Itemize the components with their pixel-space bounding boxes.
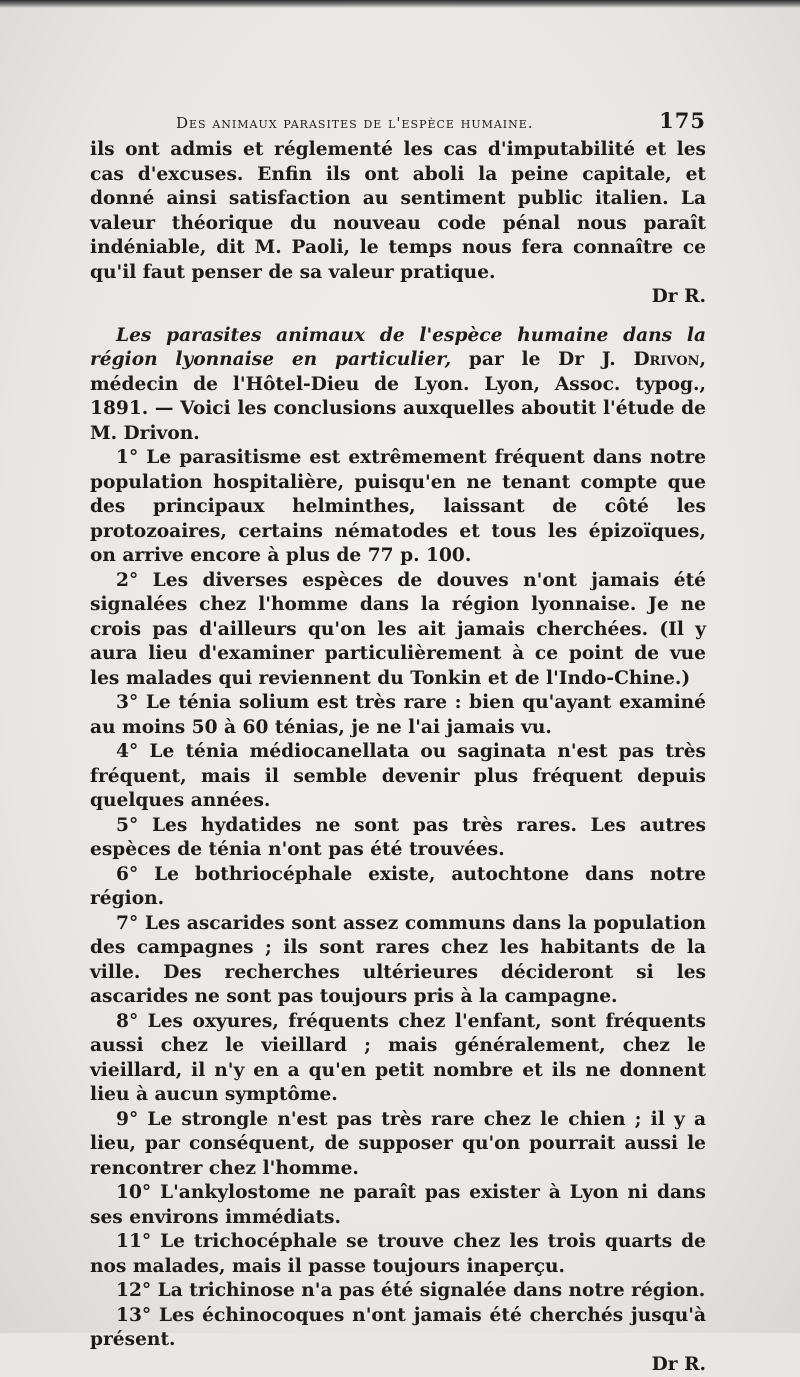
page-number: 175 <box>659 108 706 133</box>
review1-text: ils ont admis et réglementé les cas d'imputabilité et les cas d'excuses. Enfin ils ont aboli la peine capitale, et donné ainsi satisfaction au sentiment public italien. La valeur théorique du nouveau code pénal nous paraît indéniable, dit M. Paoli, le temps nous fera connaître ce qu'il faut penser de sa valeur pratique. <box>90 138 706 285</box>
conclusion-item: 9° Le strongle n'est pas très rare chez le chien ; il y a lieu, par conséquent, de supposer qu'on pourrait aussi le rencontrer chez l'homme. <box>90 1108 706 1182</box>
review2-intro: , médecin de l'Hôtel-Dieu de Lyon. Lyon, Assoc. typog., 1891. — Voici les conclusions auxquelles aboutit l'étude de M. Drivon. <box>90 349 706 444</box>
conclusion-item: 12° La trichinose n'a pas été signalée dans notre région. <box>90 1279 706 1304</box>
conclusion-item: 13° Les échinocoques n'ont jamais été cherchés jusqu'à présent. <box>90 1304 706 1353</box>
conclusion-item: 2° Les diverses espèces de douves n'ont jamais été signalées chez l'homme dans la région lyonnaise. Je ne crois pas d'ailleurs qu'on les ait jamais cherchées. (Il y aura lieu d'examiner particulièrement à ce point de vue les malades qui reviennent du Tonkin et de l'Indo-Chine.) <box>90 569 706 692</box>
conclusion-item: 8° Les oxyures, fréquents chez l'enfant, sont fréquents aussi chez le vieillard ; mais généralement, chez le vieillard, il n'y en a qu'en petit nombre et ils ne donnent lieu à aucun symptôme. <box>90 1010 706 1108</box>
review2-author: Drivon <box>633 349 699 370</box>
review2-by: par le Dr J. <box>451 349 633 370</box>
conclusion-item: 6° Le bothriocéphale existe, autochtone dans notre région. <box>90 863 706 912</box>
review2-book-title: Les parasites animaux de l'espèce humaine dans la région lyonnaise en particulier, <box>90 325 706 371</box>
page-content <box>90 108 706 1377</box>
conclusion-item: 5° Les hydatides ne sont pas très rares. Les autres espèces de ténia n'ont pas été trouvées. <box>90 814 706 863</box>
conclusion-item: 1° Le parasitisme est extrêmement fréquent dans notre population hospitalière, puisqu'en ne tenant compte que des principaux helminthes, laissant de côté les protozoaires, certains nématodes et tous les épizoïques, on arrive encore à plus de 77 p. 100. <box>90 446 706 569</box>
conclusion-item: 3° Le ténia solium est très rare : bien qu'ayant examiné au moins 50 à 60 ténias, je ne l'ai jamais vu. <box>90 691 706 740</box>
conclusion-item: 7° Les ascarides sont assez communs dans la population des campagnes ; ils sont rares chez les habitants de la ville. Des recherches ultérieures décideront si les ascarides ne sont pas toujours pris à la campagne. <box>90 912 706 1010</box>
review1-signature: Dr R. <box>90 285 706 310</box>
review2-signature: Dr R. <box>90 1353 706 1377</box>
running-header <box>90 108 706 138</box>
conclusion-item: 4° Le ténia médiocanellata ou saginata n'est pas très fréquent, mais il semble devenir plus fréquent depuis quelques années. <box>90 740 706 814</box>
conclusion-item: 10° L'ankylostome ne paraît pas exister à Lyon ni dans ses environs immédiats. <box>90 1181 706 1230</box>
review2-heading <box>90 324 706 447</box>
scan-top-edge <box>0 0 800 8</box>
conclusion-item: 11° Le trichocéphale se trouve chez les trois quarts de nos malades, mais il passe toujours inaperçu. <box>90 1230 706 1279</box>
running-title: Des animaux parasites de l'espèce humaine. <box>176 114 534 132</box>
